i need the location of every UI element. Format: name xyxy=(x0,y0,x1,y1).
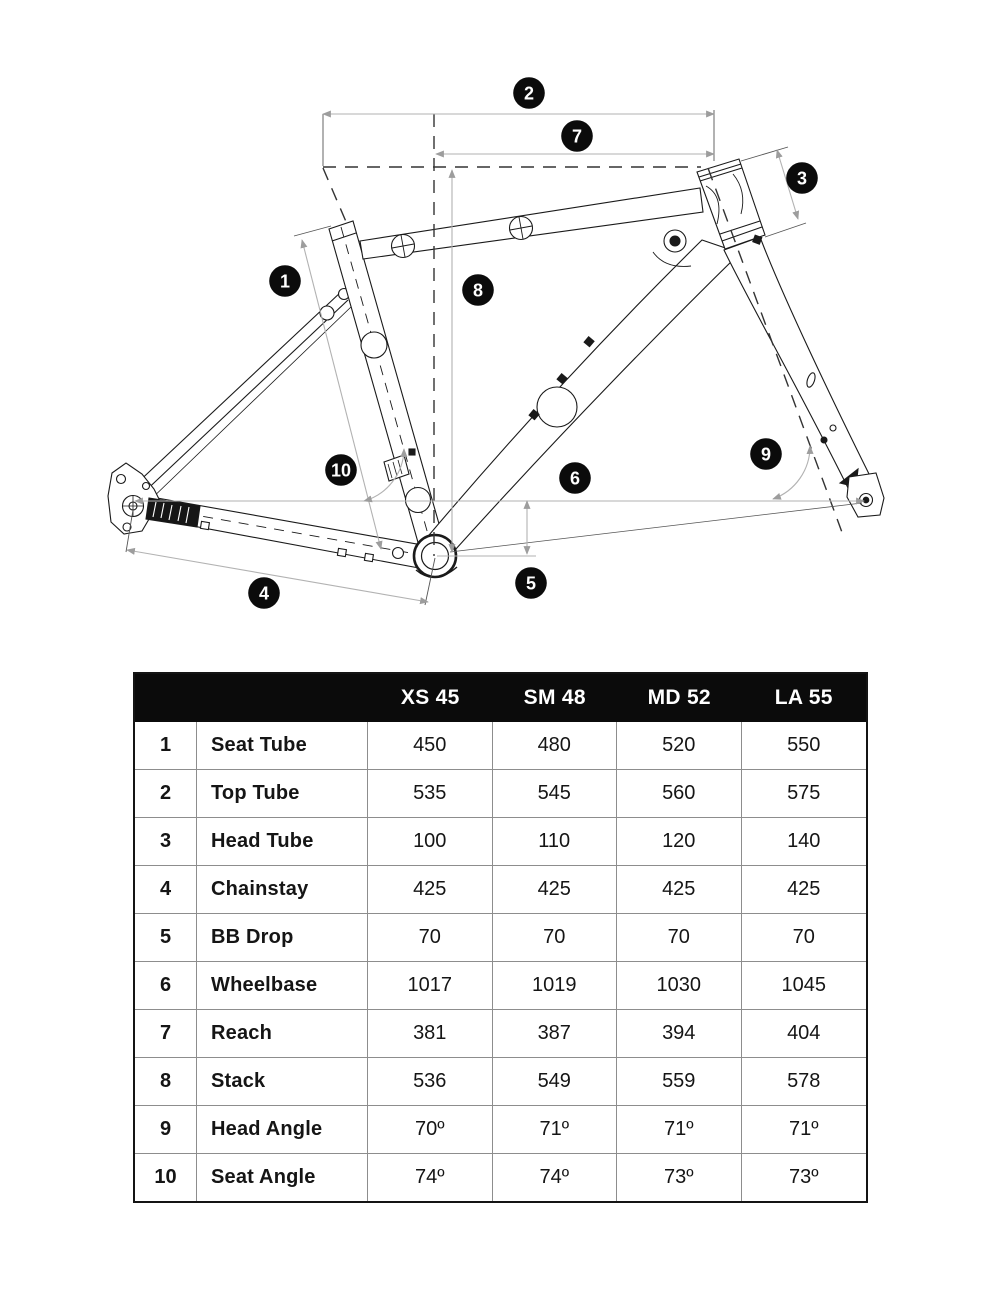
callout-1-icon xyxy=(269,265,301,297)
header-size-md: MD 52 xyxy=(617,674,742,722)
table-cell: 425 xyxy=(617,865,742,913)
header-cell-empty xyxy=(197,674,368,722)
fork xyxy=(724,237,877,498)
table-cell: 559 xyxy=(617,1057,742,1105)
row-label: Reach xyxy=(197,1009,368,1057)
table-cell: 578 xyxy=(742,1057,867,1105)
table-cell: 71º xyxy=(493,1105,618,1153)
table-cell: 387 xyxy=(493,1009,618,1057)
geometry-table xyxy=(133,672,868,1203)
table-cell: 71º xyxy=(742,1105,867,1153)
callout-7-label: 7 xyxy=(571,126,583,147)
table-cell: 120 xyxy=(617,817,742,865)
callout-3-icon xyxy=(786,162,818,194)
table-cell: 110 xyxy=(493,817,618,865)
cable-port-icon xyxy=(510,217,533,240)
top-tube xyxy=(360,188,703,259)
table-cell: 74º xyxy=(493,1153,618,1201)
row-number: 4 xyxy=(135,865,197,913)
callout-6-icon xyxy=(559,462,591,494)
table-cell: 70 xyxy=(493,913,618,961)
row-number: 8 xyxy=(135,1057,197,1105)
table-cell: 70 xyxy=(742,913,867,961)
table-cell: 70 xyxy=(368,913,493,961)
table-cell: 425 xyxy=(493,865,618,913)
row-number: 10 xyxy=(135,1153,197,1201)
callout-5-icon xyxy=(515,567,547,599)
table-cell: 74º xyxy=(368,1153,493,1201)
callout-4-icon xyxy=(248,577,280,609)
table-cell: 70 xyxy=(617,913,742,961)
seat-stay xyxy=(133,289,352,505)
seat-tube xyxy=(329,221,447,560)
table-cell: 1045 xyxy=(742,961,867,1009)
table-cell: 536 xyxy=(368,1057,493,1105)
header-size-la: LA 55 xyxy=(742,674,867,722)
table-cell: 535 xyxy=(368,769,493,817)
table-cell: 560 xyxy=(617,769,742,817)
callout-6-label: 6 xyxy=(569,468,581,489)
callout-4-label: 4 xyxy=(258,583,270,604)
seat-axis-extension xyxy=(323,168,347,224)
callout-2-label: 2 xyxy=(523,83,535,104)
callout-8-icon xyxy=(462,274,494,306)
table-cell: 450 xyxy=(368,722,493,769)
table-cell: 73º xyxy=(742,1153,867,1201)
table-cell: 73º xyxy=(617,1153,742,1201)
callout-10-icon xyxy=(325,454,357,486)
row-label: Head Angle xyxy=(197,1105,368,1153)
row-label: Seat Angle xyxy=(197,1153,368,1201)
table-cell: 520 xyxy=(617,722,742,769)
header-cell-empty xyxy=(135,674,197,722)
table-cell: 545 xyxy=(493,769,618,817)
row-number: 7 xyxy=(135,1009,197,1057)
callout-2-icon xyxy=(513,77,545,109)
table-cell: 480 xyxy=(493,722,618,769)
header-size-xs: XS 45 xyxy=(368,674,493,722)
row-label: Wheelbase xyxy=(197,961,368,1009)
row-label: Head Tube xyxy=(197,817,368,865)
cassette-block xyxy=(146,498,200,527)
header-size-sm: SM 48 xyxy=(493,674,618,722)
row-number: 1 xyxy=(135,722,197,769)
row-label: Top Tube xyxy=(197,769,368,817)
row-label: Seat Tube xyxy=(197,722,368,769)
row-number: 5 xyxy=(135,913,197,961)
row-label: Chainstay xyxy=(197,865,368,913)
table-cell: 425 xyxy=(368,865,493,913)
table-cell: 575 xyxy=(742,769,867,817)
table-cell: 71º xyxy=(617,1105,742,1153)
callout-1-label: 1 xyxy=(279,271,291,292)
table-cell: 549 xyxy=(493,1057,618,1105)
front-dropout xyxy=(847,473,884,517)
row-number: 2 xyxy=(135,769,197,817)
callout-9-label: 9 xyxy=(760,444,772,465)
row-number: 6 xyxy=(135,961,197,1009)
table-cell: 1019 xyxy=(493,961,618,1009)
table-cell: 381 xyxy=(368,1009,493,1057)
row-number: 9 xyxy=(135,1105,197,1153)
table-cell: 550 xyxy=(742,722,867,769)
table-cell: 100 xyxy=(368,817,493,865)
table-cell: 140 xyxy=(742,817,867,865)
callout-8-label: 8 xyxy=(472,280,484,301)
row-label: BB Drop xyxy=(197,913,368,961)
cable-port-icon xyxy=(392,235,415,258)
table-cell: 70º xyxy=(368,1105,493,1153)
callout-9-icon xyxy=(750,438,782,470)
callout-5-label: 5 xyxy=(525,573,537,594)
callout-10-label: 10 xyxy=(330,460,352,481)
table-cell: 1017 xyxy=(368,961,493,1009)
row-label: Stack xyxy=(197,1057,368,1105)
table-cell: 425 xyxy=(742,865,867,913)
callout-3-label: 3 xyxy=(796,168,808,189)
row-number: 3 xyxy=(135,817,197,865)
callout-7-icon xyxy=(561,120,593,152)
table-cell: 1030 xyxy=(617,961,742,1009)
table-cell: 404 xyxy=(742,1009,867,1057)
table-cell: 394 xyxy=(617,1009,742,1057)
